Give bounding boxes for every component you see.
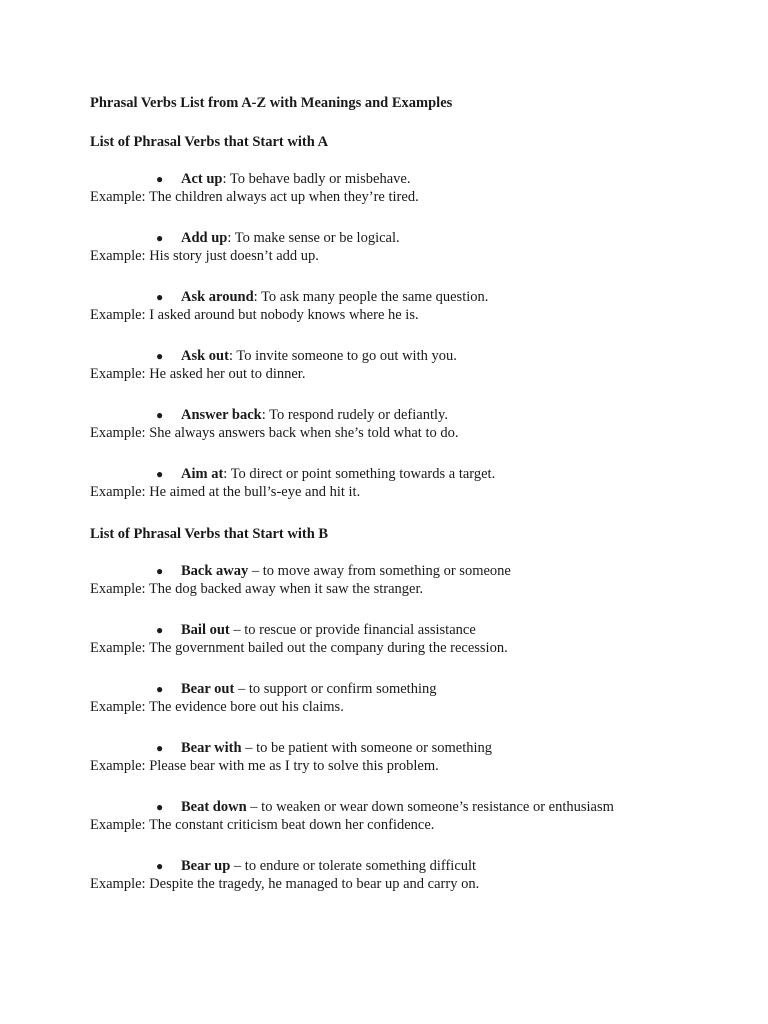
phrasal-verb-term: Bear up — [181, 858, 231, 874]
definition-text: To ask many people the same question. — [261, 289, 489, 305]
example-label: Example: — [90, 581, 149, 597]
entry-bail-out — [90, 621, 730, 657]
example-line — [90, 580, 730, 598]
definition-line — [90, 170, 730, 188]
example-line — [90, 639, 730, 657]
entry-ask-around — [90, 288, 730, 324]
entry-aim-at — [90, 465, 730, 501]
phrasal-verb-term: Add up — [181, 230, 228, 246]
example-text: He aimed at the bull’s-eye and hit it. — [149, 484, 361, 500]
example-text: The government bailed out the company during the recession. — [148, 640, 508, 656]
bullet-icon: ● — [156, 172, 164, 186]
phrasal-verb-term: Aim at — [181, 466, 224, 482]
definition-line — [90, 621, 730, 639]
entry-add-up — [90, 229, 730, 265]
definition-line — [90, 857, 730, 875]
example-line — [90, 306, 730, 324]
phrasal-verb-term: Bear out — [181, 681, 235, 697]
example-line — [90, 698, 730, 716]
definition-text: To respond rudely or defiantly. — [269, 407, 448, 423]
phrasal-verb-term: Back away — [181, 563, 249, 579]
separator: – — [230, 858, 245, 874]
bullet-icon: ● — [156, 231, 164, 245]
example-label: Example: — [90, 425, 150, 441]
definition-text: to be patient with someone or something — [256, 740, 493, 756]
entry-act-up — [90, 170, 730, 206]
definition-text: To direct or point something towards a target. — [230, 466, 496, 482]
separator: – — [241, 740, 257, 756]
phrasal-verb-term: Bear with — [181, 740, 242, 756]
definition-text: to move away from something or someone — [262, 563, 511, 579]
bullet-icon: ● — [156, 564, 164, 578]
entry-bear-with — [90, 739, 730, 775]
definition-text: to rescue or provide financial assistance — [244, 622, 476, 638]
entry-bear-out — [90, 680, 730, 716]
entry-answer-back — [90, 406, 730, 442]
bullet-icon: ● — [156, 408, 164, 422]
example-line — [90, 188, 730, 206]
separator: : — [261, 407, 270, 423]
example-label: Example: — [90, 248, 150, 264]
example-text: Despite the tragedy, he managed to bear up and carry on. — [149, 876, 480, 892]
example-line — [90, 424, 730, 442]
separator: : — [223, 466, 231, 482]
example-label: Example: — [90, 189, 149, 205]
definition-text: to weaken or wear down someone’s resistance or enthusiasm — [261, 799, 614, 815]
example-label: Example: — [90, 640, 149, 656]
separator: : — [253, 289, 262, 305]
example-label: Example: — [90, 876, 150, 892]
definition-line — [90, 229, 730, 247]
example-label: Example: — [90, 307, 150, 323]
phrasal-verb-term: Ask around — [181, 289, 254, 305]
example-text: The dog backed away when it saw the stranger. — [148, 581, 424, 597]
separator: : — [228, 348, 237, 364]
example-label: Example: — [90, 484, 150, 500]
entry-bear-up — [90, 857, 730, 893]
example-line — [90, 247, 730, 265]
separator: – — [229, 622, 245, 638]
example-text: The children always act up when they’re tired. — [148, 189, 419, 205]
definition-line — [90, 680, 730, 698]
example-line — [90, 757, 730, 775]
phrasal-verb-term: Beat down — [181, 799, 247, 815]
phrasal-verb-term: Answer back — [181, 407, 262, 423]
bullet-icon: ● — [156, 349, 164, 363]
bullet-icon: ● — [156, 800, 164, 814]
definition-line — [90, 562, 730, 580]
definition-line — [90, 406, 730, 424]
definition-line — [90, 347, 730, 365]
example-line — [90, 483, 730, 501]
bullet-icon: ● — [156, 623, 164, 637]
example-text: I asked around but nobody knows where he is. — [149, 307, 419, 323]
example-text: Please bear with me as I try to solve this problem. — [149, 758, 439, 774]
bullet-icon: ● — [156, 741, 164, 755]
example-text: She always answers back when she’s told what to do. — [149, 425, 459, 441]
example-line — [90, 875, 730, 893]
bullet-icon: ● — [156, 467, 164, 481]
example-label: Example: — [90, 699, 149, 715]
entry-ask-out — [90, 347, 730, 383]
example-line — [90, 365, 730, 383]
definition-line — [90, 465, 730, 483]
example-text: The constant criticism beat down her confidence. — [148, 817, 435, 833]
bullet-icon: ● — [156, 290, 164, 304]
definition-text: to support or confirm something — [248, 681, 437, 697]
definition-text: to endure or tolerate something difficult — [244, 858, 477, 874]
bullet-icon: ● — [156, 682, 164, 696]
example-text: His story just doesn’t add up. — [149, 248, 319, 264]
example-label: Example: — [90, 758, 150, 774]
separator: : — [222, 171, 230, 187]
separator: – — [248, 563, 263, 579]
definition-line — [90, 288, 730, 306]
section-heading-b: List of Phrasal Verbs that Start with B — [90, 526, 329, 542]
entry-beat-down — [90, 798, 730, 834]
phrasal-verb-term: Ask out — [181, 348, 229, 364]
entry-back-away — [90, 562, 730, 598]
example-text: The evidence bore out his claims. — [148, 699, 344, 715]
document-title: Phrasal Verbs List from A-Z with Meanings and Examples — [90, 95, 453, 111]
definition-text: To invite someone to go out with you. — [236, 348, 457, 364]
definition-line — [90, 739, 730, 757]
bullet-icon: ● — [156, 859, 164, 873]
example-line — [90, 816, 730, 834]
definition-line — [90, 798, 730, 816]
definition-text: To make sense or be logical. — [234, 230, 400, 246]
separator: : — [227, 230, 235, 246]
example-text: He asked her out to dinner. — [149, 366, 306, 382]
separator: – — [246, 799, 262, 815]
example-label: Example: — [90, 817, 149, 833]
section-heading-a: List of Phrasal Verbs that Start with A — [90, 134, 329, 150]
phrasal-verb-term: Bail out — [181, 622, 230, 638]
definition-text: To behave badly or misbehave. — [229, 171, 411, 187]
separator: – — [234, 681, 249, 697]
phrasal-verb-term: Act up — [181, 171, 223, 187]
example-label: Example: — [90, 366, 150, 382]
